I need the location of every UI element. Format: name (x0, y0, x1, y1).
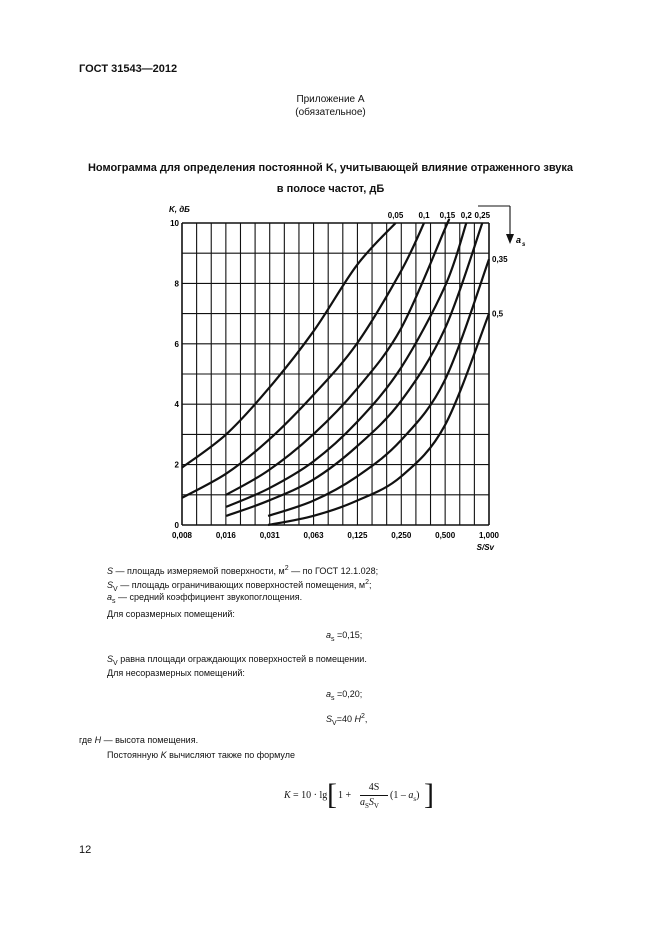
series-label: 0,2 (460, 211, 472, 220)
sv-eq-sub: V (332, 719, 337, 727)
formula-one-plus: 1 + (338, 790, 352, 801)
x-tick-label: 0,125 (347, 531, 368, 540)
x-axis-label: S/Sv (476, 543, 494, 552)
x-tick-label: 0,016 (215, 531, 236, 540)
x-tick-label: 0,031 (259, 531, 280, 540)
series-label: 0,25 (474, 211, 491, 220)
note-as (107, 592, 302, 607)
series-label: 0,15 (439, 211, 456, 220)
note-sv-equal (107, 654, 367, 669)
note-where-h (79, 735, 198, 746)
formula-denominator (360, 797, 379, 810)
note-sv-text2: ; (369, 580, 372, 590)
where-h-symbol: H (94, 735, 102, 745)
as-eq2-symbol: a (326, 689, 332, 699)
note-sv-sub: V (113, 585, 118, 593)
y-tick-label: 8 (174, 279, 179, 289)
as-eq2-value: =0,20; (334, 689, 363, 699)
chart-title-line2: в полосе частот, дБ (276, 183, 385, 195)
formula-tail-open: (1 – (390, 790, 409, 801)
annex-title: Приложение А (296, 94, 365, 105)
formula-bracket-right: ] (424, 778, 434, 811)
y-tick-label: 0 (174, 521, 179, 530)
y-tick-label: 4 (174, 400, 179, 410)
as-eq1-symbol: a (326, 630, 332, 640)
note-s-text: — площадь измеряемой поверхности, м (113, 566, 285, 576)
sv-equal-text: равна площади ограждающих поверхностей в помещении. (117, 654, 367, 664)
y-tick-label: 2 (174, 460, 179, 470)
k-formula (284, 778, 434, 814)
note-formula-intro (107, 750, 295, 761)
note-sv-sup: 2 (365, 579, 369, 586)
formula-den-s: S (368, 797, 374, 808)
formula-intro-pre: Постоянную (107, 750, 161, 760)
x-tick-label: 0,500 (435, 531, 456, 540)
note-s-symbol: S (107, 566, 114, 576)
sv-equal-symbol: S (107, 654, 114, 664)
note-proportional: Для соразмерных помещений: (107, 609, 235, 619)
y-tick-label: 10 (170, 219, 179, 228)
legend-label-sub: s (522, 242, 526, 248)
formula-den-s-sub: V (373, 802, 379, 810)
note-as-eq1 (326, 630, 362, 645)
note-sv-text: — площадь ограничивающих поверхностей помещения, м (117, 580, 366, 590)
note-sv-symbol: S (107, 580, 114, 590)
formula-tail (390, 790, 419, 803)
chart-title-line1: Номограмма для определения постоянной K, учитывающей влияние отраженного звука (87, 162, 574, 174)
curve-as-0-05 (182, 223, 396, 468)
sv-eq-end: , (364, 714, 368, 724)
note-sv-eq (326, 711, 367, 729)
document-header: ГОСТ 31543—2012 (79, 63, 178, 75)
x-tick-label: 0,063 (303, 531, 324, 540)
formula-intro-text: вычисляют также по формуле (166, 750, 295, 760)
chart-grid (182, 223, 489, 525)
curve-as-0-1 (182, 223, 424, 498)
note-s (107, 563, 378, 577)
legend-label: a (516, 235, 522, 245)
formula-tail-a-sub: s (413, 795, 417, 803)
formula-tail-close: ) (416, 790, 420, 801)
series-label: 0,5 (492, 309, 504, 319)
y-axis-label: K, дБ (169, 205, 190, 214)
formula-eq: = 10 · lg (293, 790, 328, 801)
series-label: 0,1 (418, 211, 430, 220)
note-s-sup: 2 (284, 565, 289, 572)
annex-type: (обязательное) (295, 107, 366, 118)
formula-den-a: a (360, 797, 365, 808)
curve-as-0-35 (268, 259, 489, 516)
formula-k: K (284, 790, 291, 801)
note-as-sub: s (112, 597, 116, 605)
sv-eq-h: H (354, 714, 361, 724)
formula-fraction-bar (360, 795, 388, 796)
note-as-eq2 (326, 689, 362, 704)
formula-intro-k: K (160, 750, 167, 760)
note-s-text2: — по ГОСТ 12.1.028; (288, 566, 379, 576)
x-tick-label: 0,008 (171, 531, 193, 540)
chart-curves (182, 220, 489, 525)
formula-tail-a: a (408, 790, 414, 801)
y-tick-label: 6 (174, 339, 179, 349)
note-nonproportional: Для несоразмерных помещений: (107, 668, 245, 678)
sv-eq-value: =40 (336, 714, 355, 724)
series-label: 0,35 (492, 255, 508, 265)
formula-den-a-sub: S (365, 802, 369, 810)
note-as-text: — средний коэффициент звукопоглощения. (115, 592, 303, 602)
series-label: 0,05 (387, 211, 404, 220)
note-as-symbol: a (107, 592, 113, 602)
sv-eq-symbol: S (326, 714, 333, 724)
sv-equal-sub: V (113, 659, 118, 667)
where-h-text: — высота помещения. (101, 735, 199, 745)
sv-eq-sup: 2 (360, 713, 365, 720)
page-number: 12 (79, 844, 92, 856)
chart-labels (169, 205, 526, 552)
curve-as-0-5 (268, 314, 489, 525)
as-eq1-value: =0,15; (334, 630, 363, 640)
formula-bracket-left: [ (327, 778, 337, 811)
arrow-down-icon (506, 234, 514, 244)
as-eq2-sub: s (331, 694, 335, 702)
x-tick-label: 1,000 (478, 531, 500, 540)
formula-numerator: 4S (368, 782, 380, 793)
where-h-pre: где (79, 735, 95, 745)
x-tick-label: 0,250 (391, 531, 412, 540)
as-eq1-sub: s (331, 635, 335, 643)
